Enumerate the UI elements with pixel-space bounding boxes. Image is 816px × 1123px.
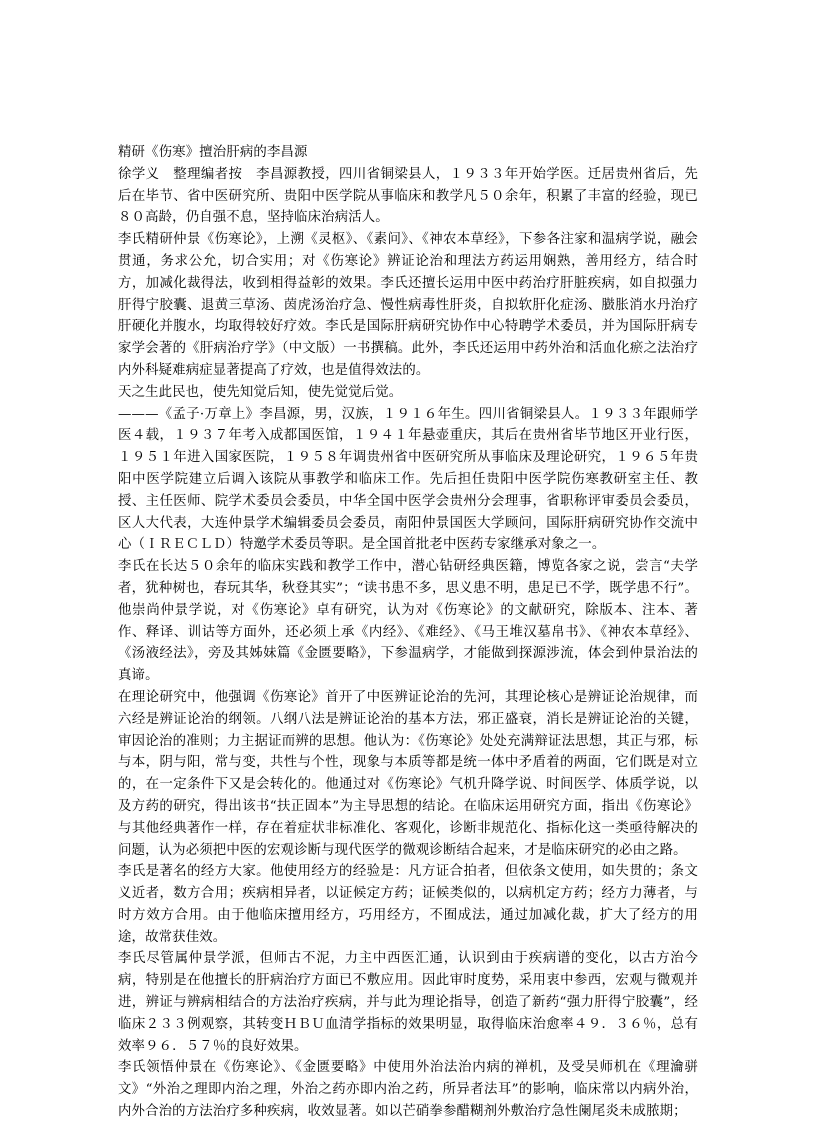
paragraph-external-treatment: 李氏领悟仲景在《伤寒论》、《金匮要略》中使用外治法治内病的禅机，及受吴师机在《理瀹骈文》“外治之理即内治之理，外治之药亦即内治之药，所异者法耳”的影响，临床常以内病外治，内外合治的方法治疗多种疾病，收效显著。如以芒硝拳参醋糊剂外敷治疗急性阑尾炎未成脓期； bbox=[118, 1060, 698, 1120]
paragraph-biography: ———《孟子·万章上》李昌源，男，汉族，１９１６年生。四川省铜梁县人。１９３３年跟师学医４载，１９３７年考入成都国医馆，１９４１年悬壶重庆，其后在贵州省毕节地区开业行医，１９５１年进入国家医院，１９５８年调贵州省中医研究所从事临床及理论研究，１９６５年贵阳中医学院建立后调入该院从事教学和临床工作。先后担任贵阳中医学院伤寒教研室主任、教授、主任医师、院学术委员会委员，中华全国中医学会贵州分会理事，省职称评审委员会委员，区人大代表，大连仲景学术编辑委员会委员，南阳仲景国医大学顾问，国际肝病研究协作交流中心（ＩＲＥＣＬＤ）特邀学术委员等职。是全国首批老中医药专家继承对象之一。 bbox=[118, 406, 698, 553]
document-page bbox=[118, 142, 698, 1123]
document-title: 精研《伤寒》擅治肝病的李昌源 bbox=[118, 145, 308, 160]
paragraph-integration: 李氏尽管属仲景学派，但师古不泥，力主中西医汇通，认识到由于疾病谱的变化，以古方治今病，特别是在他擅长的肝病治疗方面已不敷应用。因此审时度势，采用衷中参西，宏观与微观并进，辨证与辨病相结合的方法治疗疾病，并与此为理论指导，创造了新药“强力肝得宁胶囊”，经临床２３３例观察，其转变ＨＢＵ血清学指标的效果明显，取得临床治愈率４９．３６％，总有效率９６．５７％的良好效果。 bbox=[118, 951, 698, 1054]
paragraph-mencius-quote: 天之生此民也，使先知觉后知，使先觉觉后觉。 bbox=[118, 384, 403, 400]
paragraph-practice-teaching: 李氏在长达５０余年的临床实践和教学工作中，潜心钻研经典医籍，博览各家之说，尝言“夫学者，犹种树也，春玩其华，秋登其实”；“读书患不多，思义患不明，患足已不学，既学患不行”。他崇尚仲景学说，对《伤寒论》卓有研究，认为对《伤寒论》的文献研究，除版本、注本、著作、释译、训诂等方面外，还必须上承《内经》、《难经》、《马王堆汉墓帛书》、《神农本草经》、《汤液经法》，旁及其姊妹篇《金匮要略》，下参温病学，才能做到探源涉流，体会到仲景治法的真谛。 bbox=[118, 559, 698, 684]
paragraph-theory-research: 在理论研究中，他强调《伤寒论》首开了中医辨证论治的先河，其理论核心是辨证论治规律，而六经是辨证论治的纲领。八纲八法是辨证论治的基本方法，邪正盛衰，消长是辨证论治的关键，审因论治的准则；力主据证而辨的思想。他认为：《伤寒论》处处充满辩证法思想，其正与邪，标与本，阴与阳，常与变，共性与个性，现象与本质等都是统一体中矛盾着的两面，它们既是对立的，在一定条件下又是会转化的。他通过对《伤寒论》气机升降学说、时间医学、体质学说，以及方药的研究，得出该书“扶正固本”为主导思想的结论。在临床运用研究方面，指出《伤寒论》与其他经典著作一样，存在着症状非标准化、客观化，诊断非规范化、指标化这一类亟待解决的问题，认为必须把中医的宏观诊断与现代医学的微观诊断结合起来，才是临床研究的必由之路。 bbox=[118, 689, 698, 858]
paragraph-editor-note: 徐学义 整理编者按 李昌源教授，四川省铜梁县人，１９３３年开始学医。迁居贵州省后，先后在毕节、省中医研究所、贵阳中医学院从事临床和教学凡５０余年，积累了丰富的经验，现已８０高龄，仍自强不息，坚持临床治病活人。 bbox=[118, 166, 698, 226]
paragraph-classic-formulas: 李氏是著名的经方大家。他使用经方的经验是：凡方证合拍者，但依条文使用，如失贯的；条文义近者，数方合用；疾病相异者，以证候定方药；证候类似的，以病机定方药；经方力薄者，与时方效方合用。由于他临床擅用经方，巧用经方，不囿成法，通过加减化裁，扩大了经方的用途，故常获佳效。 bbox=[118, 864, 698, 945]
paragraph-shanghan-study: 李氏精研仲景《伤寒论》，上溯《灵枢》、《素问》、《神农本草经》，下参各注家和温病学说，融会贯通，务求公允，切合实用；对《伤寒论》辨证论治和理法方药运用娴熟，善用经方，结合时方，加减化裁得法，收到相得益彰的效果。李氏还擅长运用中医中药治疗肝脏疾病，如自拟强力肝得宁胶囊、退黄三草汤、茵虎汤治疗急、慢性病毒性肝炎，自拟软肝化症汤、臌胀消水丹治疗肝硬化并腹水，均取得较好疗效。李氏是国际肝病研究协作中心特聘学术委员，并为国际肝病专家学会著的《肝病治疗学》（中文版）一书撰稿。此外，李氏还运用中药外治和活血化瘀之法治疗内外科疑难病症显著提高了疗效，也是值得效法的。 bbox=[118, 232, 698, 378]
